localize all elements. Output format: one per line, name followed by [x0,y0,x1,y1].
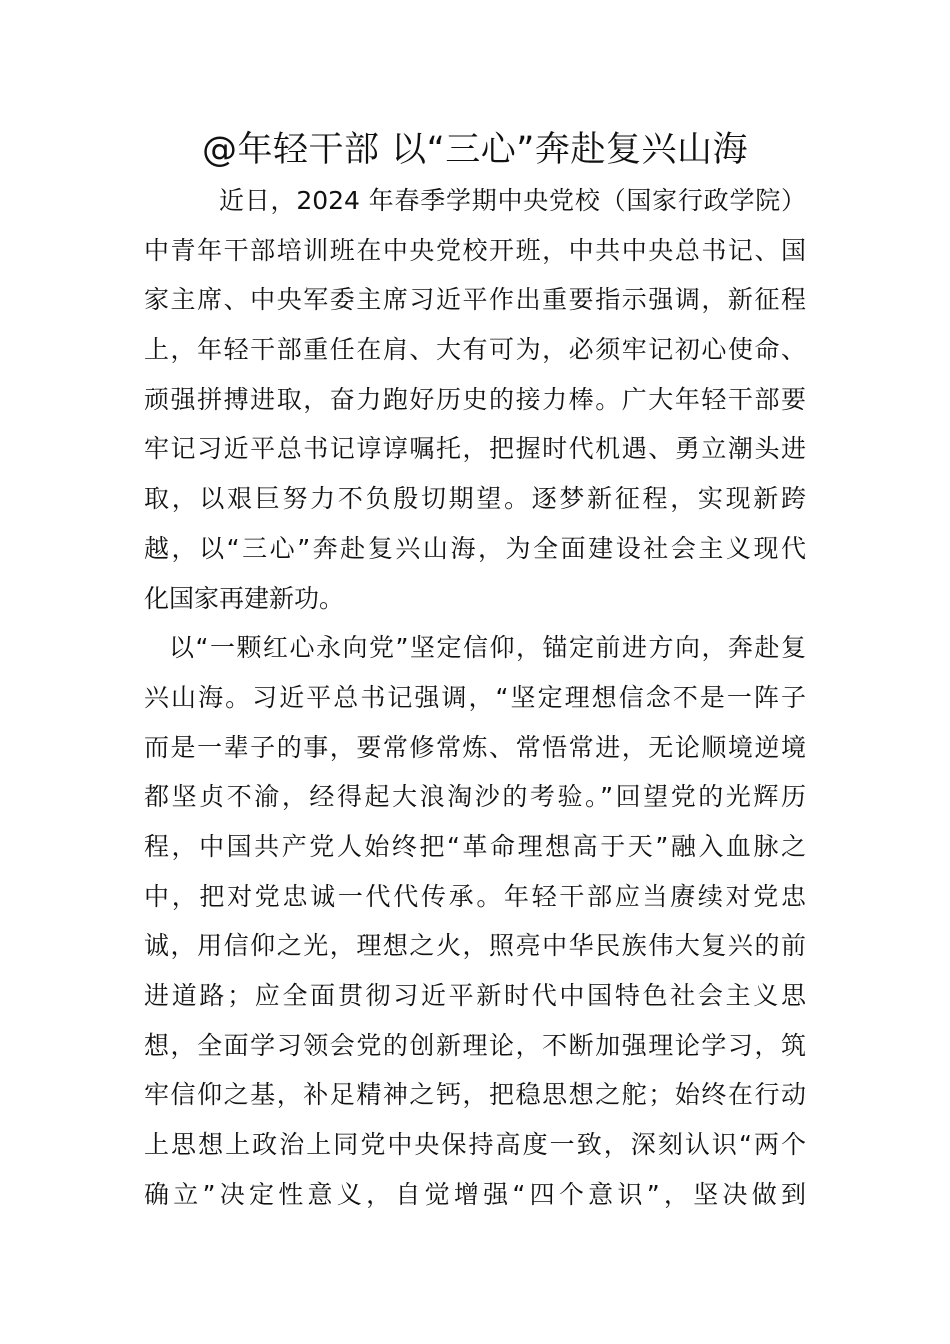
paragraph-2-line: 诚，用信仰之光，理想之火，照亮中华民族伟大复兴的前 [144,931,806,961]
article-body [144,176,806,1219]
paragraph-1-line: 顽强拼搏进取，奋力跑好历史的接力棒。广大年轻干部要 [144,384,806,414]
paragraph-2-line: 上思想上政治上同党中央保持高度一致，深刻认识“两个 [144,1130,806,1160]
paragraph-2-line: 兴山海。习近平总书记强调，“坚定理想信念不是一阵子 [144,682,806,712]
paragraph-1-line: 越，以“三心”奔赴复兴山海，为全面建设社会主义现代 [144,533,806,563]
paragraph-2-line: 进道路；应全面贯彻习近平新时代中国特色社会主义思 [144,981,806,1010]
paragraph-1-line: 牢记习近平总书记谆谆嘱托，把握时代机遇、勇立潮头进 [144,434,806,464]
paragraph-2-line: 而是一辈子的事，要常修常炼、常悟常进，无论顺境逆境 [144,732,806,762]
paragraph-2-line: 中，把对党忠诚一代代传承。年轻干部应当赓续对党忠 [144,881,806,911]
paragraph-1-line: 上，年轻干部重任在肩、大有可为，必须牢记初心使命、 [144,335,806,365]
article-title: @年轻干部 以“三心”奔赴复兴山海 [202,130,748,170]
paragraph-2-line: 程，中国共产党人始终把“革命理想高于天”融入血脉之 [144,831,806,861]
paragraph-1-line: 家主席、中央军委主席习近平作出重要指示强调，新征程 [144,285,806,315]
paragraph-1-line: 化国家再建新功。 [144,583,345,613]
paragraph-1-line: 中青年干部培训班在中央党校开班，中共中央总书记、国 [144,235,806,265]
paragraph-2-line: 确立”决定性意义，自觉增强“四个意识”，坚决做到 [144,1179,806,1209]
paragraph-1-line: 取，以艰巨努力不负殷切期望。逐梦新征程，实现新跨 [144,484,806,514]
paragraph-2-line: 都坚贞不渝，经得起大浪淘沙的考验。”回望党的光辉历 [144,782,806,812]
paragraph-2-line: 以“一颗红心永向党”坚定信仰，锚定前进方向，奔赴复 [169,633,806,663]
paragraph-1-line: 近日，2024 年春季学期中央党校（国家行政学院） [219,186,806,215]
paragraph-2-line: 想，全面学习领会党的创新理论，不断加强理论学习，筑 [144,1030,806,1060]
paragraph-2-line: 牢信仰之基，补足精神之钙，把稳思想之舵；始终在行动 [144,1080,806,1110]
